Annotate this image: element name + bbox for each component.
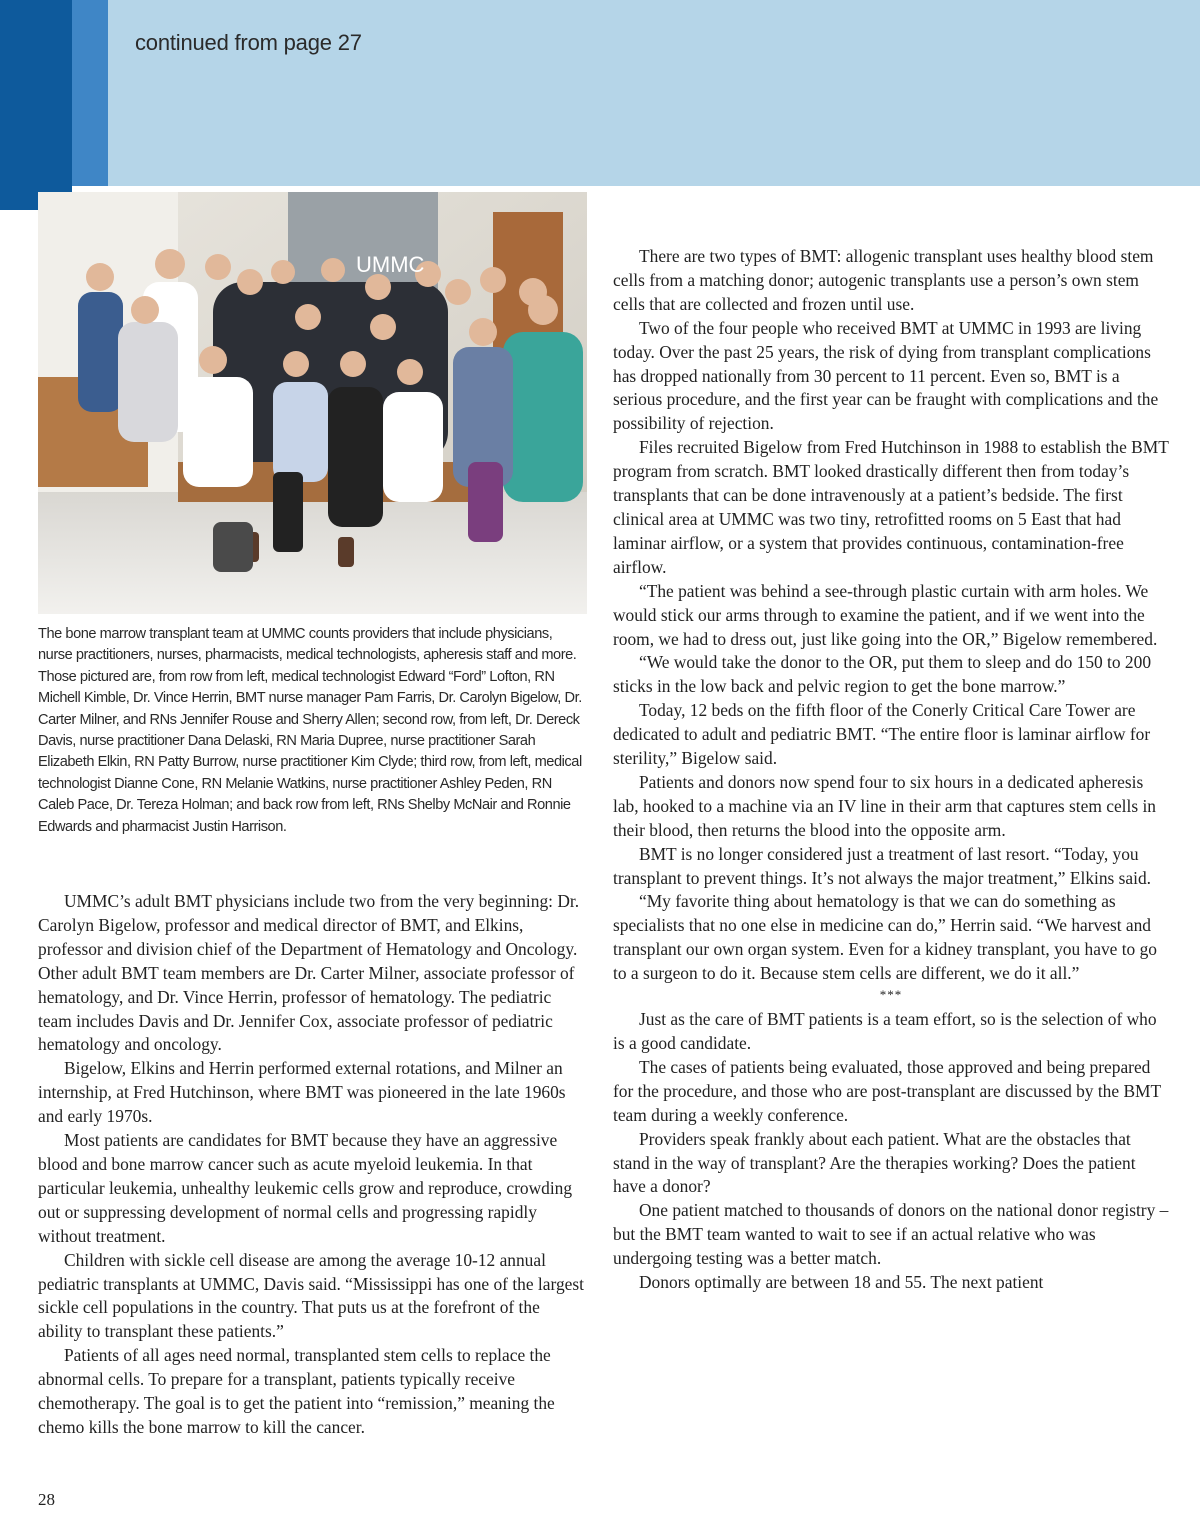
paragraph: Files recruited Bigelow from Fred Hutchinson in 1988 to establish the BMT program from scratch. BMT looked drastically different then from today’s transplants that can be done intravenously at a patient’s bedside. The first clinical area at UMMC was two tiny, retrofitted rooms on 5 East that had laminar airflow, or a system that provides continuous, contamination-free airflow. (613, 437, 1169, 577)
paragraph: Just as the care of BMT patients is a team effort, so is the selection of who is a good candidate. (613, 1009, 1157, 1053)
paragraph: Two of the four people who received BMT at UMMC in 1993 are living today. Over the past 25 years, the risk of dying from transplant complications has dropped nationally from 30 percent to 11 percent. Even so, BMT is a serious procedure, and the first year can be fraught with complications and the possibility of rejection. (613, 317, 1159, 434)
page-number: 28 (38, 1490, 55, 1509)
paragraph: The cases of patients being evaluated, those approved and being prepared for the procedure, and those who are post-transplant are discussed by the BMT team during a weekly conference. (613, 1056, 1161, 1125)
paragraph: Children with sickle cell disease are among the average 10-12 annual pediatric transplants at UMMC, Davis said. “Mississippi has one of the largest sickle cell populations in the country. That puts us at the forefront of the ability to transplant these patients.” (38, 1249, 584, 1342)
paragraph: “My favorite thing about hematology is that we can do something as specialists that no one else in medicine can do,” Herrin said. “We harvest and transplant our own organ system. Even for a kidney transplant, you have to go to a surgeon to do it. Because stem cells are different, we do it all.” (613, 891, 1157, 984)
paragraph: Today, 12 beds on the fifth floor of the Conerly Critical Care Tower are dedicated to adult and pediatric BMT. “The entire floor is laminar airflow for sterility,” Bigelow said. (613, 700, 1151, 769)
paragraph: Patients and donors now spend four to six hours in a dedicated apheresis lab, hooked to a machine via an IV line in their arm that captures stem cells in their blood, then returns the blood into the opposite arm. (613, 771, 1156, 840)
paragraph: “The patient was behind a see-through plastic curtain with arm holes. We would stick our arms through to examine the patient, and if we went into the room, we had to dress out, just like going into the OR,” Bigelow remembered. (613, 580, 1158, 649)
paragraph: UMMC’s adult BMT physicians include two from the very beginning: Dr. Carolyn Bigelow, professor and medical director of BMT, and Elkins, professor and division chief of the Department of Hematology and Oncology. Other adult BMT team members are Dr. Carter Milner, associate professor of hematology, and Dr. Vince Herrin, professor of hematology. The pediatric team includes Davis and Dr. Jennifer Cox, associate professor of pediatric hematology and oncology. (38, 891, 580, 1055)
team-photo (38, 192, 587, 614)
paragraph: One patient matched to thousands of donors on the national donor registry – but the BMT team wanted to wait to see if an actual relative who was undergoing testing was a better match. (613, 1200, 1169, 1269)
paragraph: Patients of all ages need normal, transplanted stem cells to replace the abnormal cells. To prepare for a transplant, patients typically receive chemotherapy. The goal is to get the patient into “remission,” meaning the chemo kills the bone marrow to kill the cancer. (38, 1345, 555, 1437)
photo-caption: The bone marrow transplant team at UMMC counts providers that include physicians, nurse practitioners, nurses, pharmacists, medical technologists, apheresis staff and more. Those pictured are, from row from left, medical technologist Edward “Ford” Lofton, RN Michell Kimble, Dr. Vince Herrin, BMT nurse manager Pam Farris, Dr. Carolyn Bigelow, Dr. Carter Milner, and RNs Jennifer Rouse and Sherry Allen; second row, from left, Dr. Dereck Davis, nurse practitioner Dana Delaski, RN Maria Dupree, nurse practitioner Sarah Elizabeth Elkin, RN Patty Burrow, nurse practitioner Kim Clyde; third row, from left, medical technologist Dianne Cone, RN Melanie Watkins, nurse practitioner Ashley Peden, RN Caleb Pace, Dr. Tereza Holman; and back row from left, RNs Shelby McNair and Ronnie Edwards and pharmacist Justin Harrison. (38, 626, 582, 835)
header-band (0, 0, 1200, 186)
paragraph: There are two types of BMT: allogenic transplant uses healthy blood stem cells from a matching donor; autogenic transplants use a person’s own stem cells that are collected and frozen until use. (613, 246, 1154, 314)
left-column (38, 890, 586, 1440)
header-accent-dark (0, 0, 72, 210)
header-accent-light (72, 0, 108, 186)
paragraph: BMT is no longer considered just a treatment of last resort. “Today, you transplant to prevent things. It’s not always the major treatment,” Elkins said. (613, 843, 1152, 888)
paragraph: Donors optimally are between 18 and 55. The next patient (639, 1272, 1044, 1293)
paragraph: Bigelow, Elkins and Herrin performed external rotations, and Milner an internship, at Fred Hutchinson, where BMT was pioneered in the late 1960s and early 1970s. (38, 1058, 566, 1127)
section-separator: *** (879, 987, 903, 1003)
ummc-wall-logo: UMMC (356, 252, 425, 277)
paragraph: Most patients are candidates for BMT because they have an aggressive blood and bone marrow cancer such as acute myeloid leukemia. In that particular leukemia, unhealthy leukemic cells grow and reproduce, crowding out or suppressing development of normal cells and progressing rapidly without treatment. (38, 1130, 573, 1246)
continued-label: continued from page 27 (135, 30, 362, 55)
right-column (613, 245, 1169, 1295)
paragraph: Providers speak frankly about each patient. What are the obstacles that stand in the way of transplant? Are the therapies working? Does the patient have a donor? (613, 1128, 1136, 1197)
paragraph: “We would take the donor to the OR, put them to sleep and do 150 to 200 sticks in the low back and pelvic region to get the bone marrow.” (613, 652, 1152, 697)
